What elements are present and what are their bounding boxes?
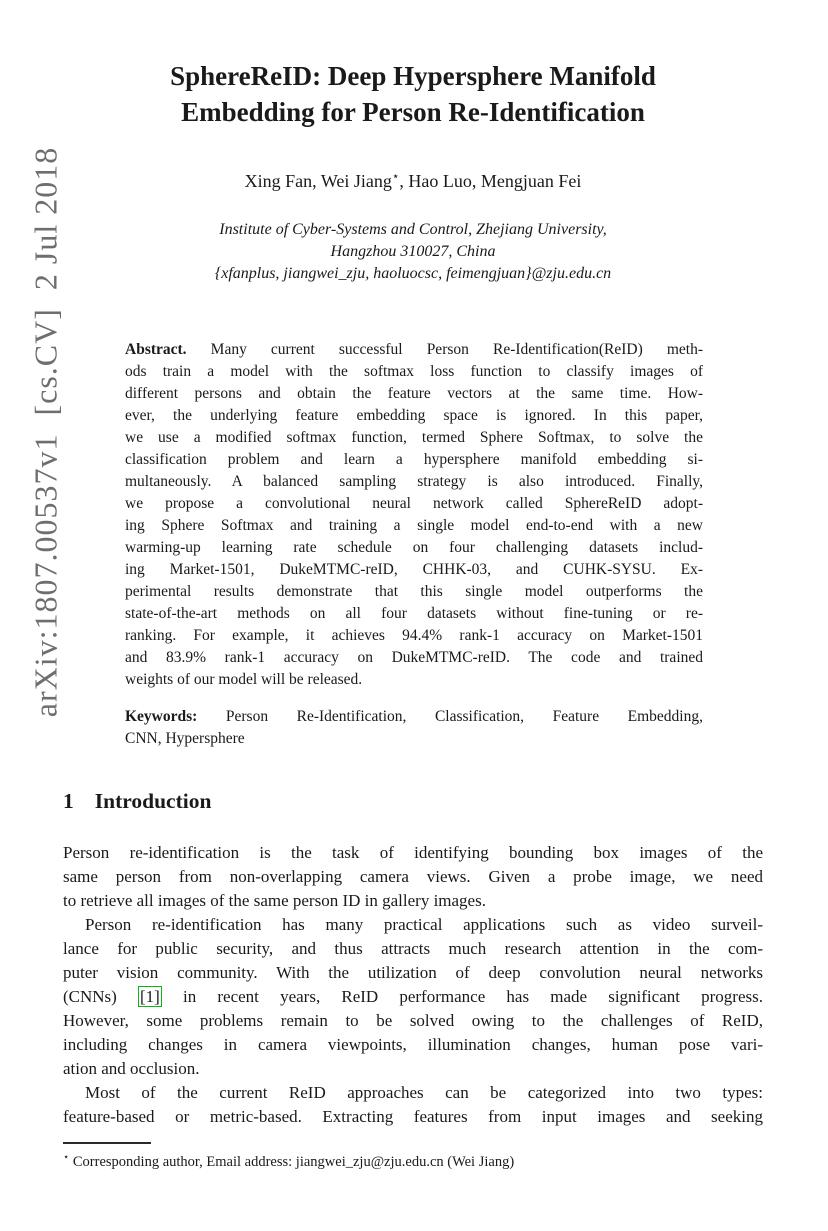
section-title: Introduction (94, 789, 212, 813)
body-line: ation and occlusion. (63, 1059, 200, 1078)
affiliation-line1: Institute of Cyber-Systems and Control, Zhejiang University, (219, 221, 607, 238)
footnote-text: Corresponding author, Email address: jiangwei_zju@zju.edu.cn (Wei Jiang) (72, 1153, 515, 1170)
corresponding-author-star: ⋆ (391, 169, 400, 183)
cite-line-post: in recent years, ReID performance has made significant progress. (161, 987, 763, 1006)
section-heading-introduction (63, 789, 763, 814)
introduction-body (63, 841, 763, 1129)
abstract-label: Abstract. (125, 341, 187, 358)
authors-post: , Hao Luo, Mengjuan Fei (399, 171, 582, 191)
body-line: including changes in camera viewpoints, illumination changes, human pose vari- (63, 1035, 763, 1054)
abstract-line (125, 339, 703, 361)
abstract-line: multaneously. A balanced sampling strategy is also introduced. Finally, (125, 473, 703, 490)
citation-link-1[interactable]: [1] (140, 987, 160, 1006)
abstract-line: we use a modified softmax function, termed Sphere Softmax, to solve the (125, 429, 703, 446)
abstract-line: ing Market-1501, DukeMTMC-reID, CHHK-03, and CUHK-SYSU. Ex- (125, 561, 703, 578)
abstract-line: different persons and obtain the feature vectors at the same time. How- (125, 385, 703, 402)
footnote-rule (63, 1142, 151, 1144)
abstract-line: state-of-the-art methods on all four datasets without fine-tuning or re- (125, 605, 703, 622)
arxiv-watermark: arXiv:1807.00537v1 [cs.CV] 2 Jul 2018 (27, 146, 64, 718)
footnote-star: ⋆ (63, 1152, 70, 1163)
abstract-line: and 83.9% rank-1 accuracy on DukeMTMC-reID. The code and trained (125, 649, 703, 666)
keywords-block (125, 706, 703, 750)
cite-line-pre: (CNNs) (63, 987, 138, 1006)
abstract-line1-text: Many current successful Person Re-Identification(ReID) meth- (186, 341, 703, 358)
keywords-line1-text: Person Re-Identification, Classification, Feature Embedding, (197, 708, 703, 725)
body-line: lance for public security, and thus attracts much research attention in the com- (63, 939, 763, 958)
abstract-line: ever, the underlying feature embedding space is ignored. In this paper, (125, 407, 703, 424)
keywords-label: Keywords: (125, 708, 198, 725)
paper-title-line2: Embedding for Person Re-Identification (181, 97, 645, 127)
abstract-line: perimental results demonstrate that this single model outperforms the (125, 583, 703, 600)
keywords-line2: CNN, Hypersphere (125, 730, 245, 747)
affiliation-emails: {xfanplus, jiangwei_zju, haoluocsc, feimengjuan}@zju.edu.cn (214, 265, 612, 282)
body-line-with-citation (63, 985, 763, 1009)
body-line: to retrieve all images of the same person ID in gallery images. (63, 891, 486, 910)
body-line: However, some problems remain to be solved owing to the challenges of ReID, (63, 1011, 763, 1030)
abstract-line: ods train a model with the softmax loss function to classify images of (125, 363, 703, 380)
abstract-block (125, 339, 703, 691)
abstract-line: ing Sphere Softmax and training a single model end-to-end with a new (125, 517, 703, 534)
affiliation-block (63, 219, 763, 285)
abstract-line: weights of our model will be released. (125, 671, 363, 688)
body-line: feature-based or metric-based. Extracting features from input images and seeking (63, 1107, 763, 1126)
paper-title (63, 58, 763, 130)
affiliation-line2: Hangzhou 310027, China (330, 243, 496, 260)
paper-title-line1: SphereReID: Deep Hypersphere Manifold (170, 61, 656, 91)
section-number: 1 (63, 789, 74, 813)
body-line: Most of the current ReID approaches can be categorized into two types: (85, 1083, 763, 1102)
abstract-line: warming-up learning rate schedule on four challenging datasets includ- (125, 539, 703, 556)
authors-pre: Xing Fan, Wei Jiang (244, 171, 392, 191)
body-line: Person re-identification is the task of identifying bounding box images of the (63, 843, 763, 862)
footnote (63, 1147, 763, 1173)
body-line: puter vision community. With the utilization of deep convolution neural networks (63, 963, 763, 982)
abstract-line: ranking. For example, it achieves 94.4% rank-1 accuracy on Market-1501 (125, 627, 703, 644)
body-line: Person re-identification has many practical applications such as video surveil- (85, 915, 763, 934)
abstract-line: classification problem and learn a hypersphere manifold embedding si- (125, 451, 703, 468)
body-line: same person from non-overlapping camera views. Given a probe image, we need (63, 867, 763, 886)
authors-line (63, 169, 763, 192)
abstract-line: we propose a convolutional neural network called SphereReID adopt- (125, 495, 703, 512)
keywords-line1 (125, 706, 703, 728)
